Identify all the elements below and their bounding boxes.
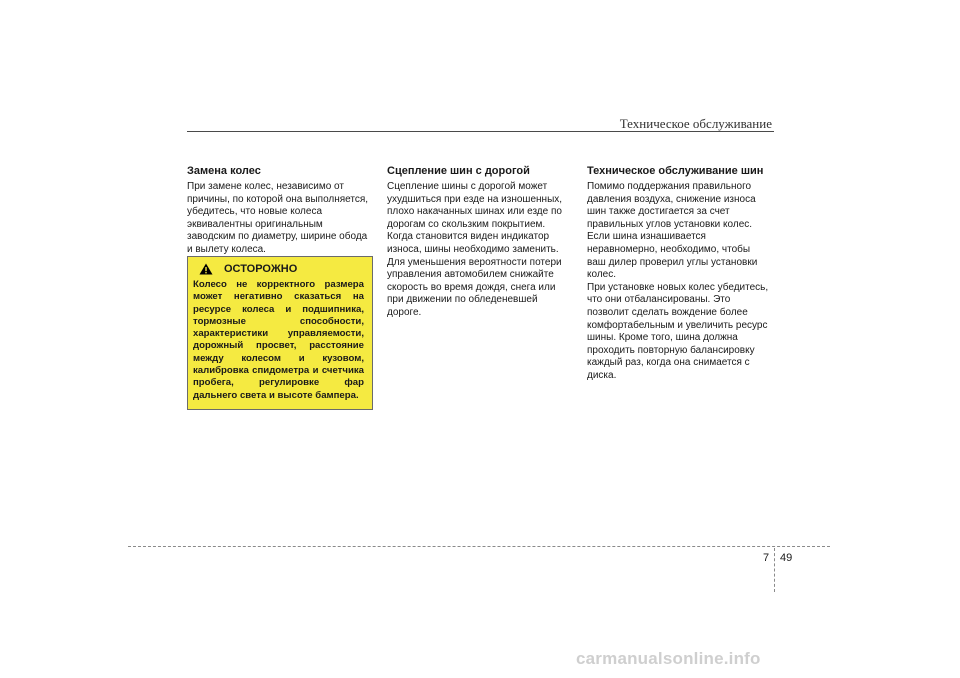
page-number-separator [774, 548, 775, 592]
warning-text: Колесо не корректного размера может негативно сказаться на ресурсе колеса и подшипника, тормозные способности, характеристики управляемости, дорожный просвет, расстояние между колесом и кузовом, калибровка спидометра и счетчика пробега, регулировке фар дальнего света и высоте бампера. [193, 279, 364, 401]
column-tire-traction [387, 164, 574, 320]
warning-box [187, 256, 373, 410]
warning-header [199, 263, 364, 275]
header-divider [187, 131, 774, 132]
column-tire-maintenance [587, 164, 774, 383]
section-header-title: Техническое обслуживание [619, 116, 772, 131]
text-tire-traction: Сцепление шины с дорогой может ухудшиться при езде на изношенных, плохо накачанных шинах или езде по дорогам со скользким покрытием. Когда становится виден индикатор износа, шины необходимо заменить. Для уменьшения вероятности потери управления автомобилем снижайте скорость во время дождя, снега или при движении по обледеневшей дороге. [387, 181, 563, 318]
warning-triangle-icon [199, 263, 213, 275]
watermark: carmanualsonline.info [576, 649, 761, 668]
text-wheel-replacement: При замене колес, независимо от причины, по которой она выполняется, убедитесь, что новые колеса эквивалентны оригинальным заводским по диаметру, ширине обода и вылету колеса. [187, 181, 369, 255]
column-wheel-replacement [187, 164, 374, 257]
page-number: 49 [780, 552, 793, 564]
warning-title: ОСТОРОЖНО [224, 263, 298, 275]
heading-wheel-replacement: Замена колес [187, 165, 261, 177]
chapter-number: 7 [763, 552, 770, 564]
footer-divider [128, 546, 830, 547]
text-tire-maintenance: Помимо поддержания правильного давления воздуха, снижение износа шин также достигается за счет правильных углов установки колес. Если шина изнашивается неравномерно, необходимо, чтобы ваш дилер проверил углы установки колес. При установке новых колес убедитесь, что они отбалансированы. Это позволит сделать вождение более комфортабельным и увеличить ресурс шины. Кроме того, шина должна проходить повторную балансировку каждый раз, когда она снимается с диска. [587, 181, 769, 381]
heading-tire-traction: Сцепление шин с дорогой [387, 165, 530, 177]
heading-tire-maintenance: Техническое обслуживание шин [587, 165, 764, 177]
